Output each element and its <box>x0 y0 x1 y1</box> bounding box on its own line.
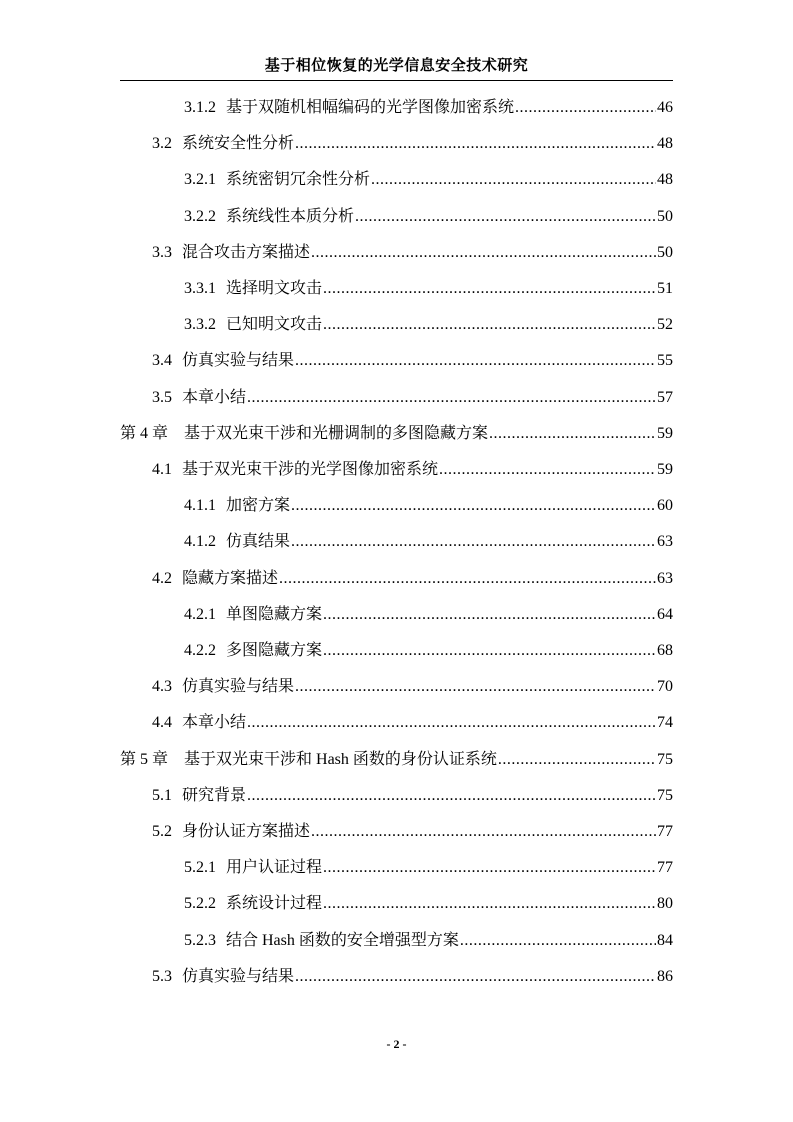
toc-entry-page: 48 <box>657 135 673 153</box>
page-number: - 2 - <box>386 1037 407 1051</box>
toc-entry-number: 3.3.2 <box>184 316 216 334</box>
toc-dot-leader <box>371 170 656 190</box>
toc-entry[interactable] <box>120 418 673 444</box>
toc-dot-leader <box>323 641 656 661</box>
toc-dot-leader <box>489 424 656 444</box>
toc-entry-title: 用户认证过程 <box>226 859 323 877</box>
toc-dot-leader <box>498 750 656 770</box>
toc-entry[interactable] <box>152 128 673 154</box>
toc-entry[interactable] <box>184 92 673 118</box>
toc-entry[interactable] <box>184 925 673 951</box>
toc-entry-page: 77 <box>657 859 673 877</box>
toc-entry-number: 4.4 <box>152 714 172 732</box>
toc-entry-number: 3.2.2 <box>184 207 216 225</box>
toc-entry-title: 基于双光束干涉和光栅调制的多图隐藏方案 <box>184 424 489 442</box>
toc-entry-title: 仿真实验与结果 <box>182 352 295 370</box>
toc-dot-leader <box>311 822 656 842</box>
toc-entry-number: 4.3 <box>152 678 172 696</box>
toc-entry[interactable] <box>184 852 673 878</box>
toc-entry-title: 多图隐藏方案 <box>226 642 323 659</box>
toc-dot-leader <box>295 351 656 371</box>
toc-entry[interactable] <box>184 164 673 190</box>
toc-entry-number: 3.4 <box>152 352 172 370</box>
toc-entry-page: 55 <box>657 352 673 370</box>
toc-dot-leader <box>279 569 656 589</box>
toc-entry-number: 5.2.3 <box>184 931 216 949</box>
toc-entry[interactable] <box>152 780 673 806</box>
toc-dot-leader <box>323 858 656 878</box>
toc-entry-title: 系统密钥冗余性分析 <box>226 171 371 189</box>
toc-dot-leader <box>291 496 656 516</box>
toc-entry-title: 隐藏方案描述 <box>182 569 279 587</box>
toc-entry-number: 3.1.2 <box>184 99 216 116</box>
toc-entry-page: 46 <box>657 99 673 116</box>
toc-entry-page: 63 <box>657 569 673 587</box>
toc-entry[interactable] <box>184 635 673 661</box>
running-header-title: 基于相位恢复的光学信息安全技术研究 <box>264 56 529 74</box>
toc-entry-number: 4.2 <box>152 569 172 587</box>
toc-entry-number: 3.3 <box>152 243 172 261</box>
toc-entry-title: 加密方案 <box>226 497 291 515</box>
toc-entry-title: 基于双光束干涉和 Hash 函数的身份认证系统 <box>184 750 497 768</box>
toc-entry-title: 已知明文攻击 <box>226 316 323 334</box>
toc-entry-page: 59 <box>657 461 673 478</box>
toc-entry-title: 系统线性本质分析 <box>226 207 355 225</box>
toc-entry-title: 本章小结 <box>182 388 247 406</box>
toc-entry-title: 身份认证方案描述 <box>182 823 311 840</box>
toc-entry[interactable] <box>184 888 673 914</box>
toc-dot-leader <box>247 388 656 408</box>
toc-dot-leader <box>460 931 656 951</box>
toc-entry-number: 3.2 <box>152 135 172 153</box>
toc-dot-leader <box>295 134 656 154</box>
toc-entry-page: 63 <box>657 533 673 551</box>
toc-dot-leader <box>515 98 656 118</box>
toc-entry[interactable] <box>152 454 673 480</box>
toc-entry-page: 70 <box>657 678 673 696</box>
toc-entry-number: 5.1 <box>152 786 172 804</box>
toc-entry[interactable] <box>184 490 673 516</box>
toc-entry-title: 本章小结 <box>182 714 247 732</box>
toc-entry[interactable] <box>152 345 673 371</box>
toc-entry-number: 第 4 章 <box>120 424 169 442</box>
toc-dot-leader <box>323 894 656 914</box>
toc-dot-leader <box>323 605 656 625</box>
toc-dot-leader <box>247 713 656 733</box>
toc-entry[interactable] <box>184 309 673 335</box>
toc-entry-page: 77 <box>657 823 673 840</box>
toc-entry[interactable] <box>184 273 673 299</box>
toc-dot-leader <box>439 460 656 480</box>
toc-entry-title: 基于双随机相幅编码的光学图像加密系统 <box>226 99 515 116</box>
toc-entry-page: 59 <box>657 424 673 442</box>
toc-dot-leader <box>311 243 656 263</box>
toc-entry-page: 51 <box>657 280 673 297</box>
toc-entry-page: 50 <box>657 243 673 261</box>
toc-entry[interactable] <box>184 599 673 625</box>
toc-entry[interactable] <box>152 382 673 408</box>
toc-entry[interactable] <box>120 744 673 770</box>
toc-entry-page: 74 <box>657 714 673 732</box>
toc-entry-title: 结合 Hash 函数的安全增强型方案 <box>226 931 459 949</box>
toc-dot-leader <box>295 677 656 697</box>
toc-entry[interactable] <box>152 816 673 842</box>
toc-entry-number: 4.1.1 <box>184 497 216 515</box>
toc-entry-number: 3.5 <box>152 388 172 406</box>
toc-entry[interactable] <box>152 961 673 987</box>
toc-entry-title: 基于双光束干涉的光学图像加密系统 <box>182 461 439 478</box>
toc-dot-leader <box>323 279 656 299</box>
toc-dot-leader <box>247 786 656 806</box>
toc-dot-leader <box>291 532 656 552</box>
toc-entry-page: 84 <box>657 931 673 949</box>
toc-entry-number: 5.3 <box>152 967 172 985</box>
toc-entry-title: 系统设计过程 <box>226 895 323 913</box>
toc-entry-title: 研究背景 <box>182 786 247 804</box>
toc-entry-title: 单图隐藏方案 <box>226 605 323 623</box>
toc-entry-page: 52 <box>657 316 673 334</box>
toc-entry-number: 4.1 <box>152 461 172 478</box>
toc-dot-leader <box>295 967 656 987</box>
toc-entry-number: 3.3.1 <box>184 280 216 297</box>
toc-entry-page: 50 <box>657 207 673 225</box>
toc-entry[interactable] <box>152 707 673 733</box>
toc-entry-page: 60 <box>657 497 673 515</box>
toc-dot-leader <box>323 315 656 335</box>
toc-entry-number: 4.2.2 <box>184 642 216 659</box>
toc-entry-page: 48 <box>657 171 673 189</box>
toc-entry-number: 5.2 <box>152 823 172 840</box>
toc-entry[interactable] <box>184 526 673 552</box>
toc-entry-number: 4.1.2 <box>184 533 216 551</box>
toc-entry[interactable] <box>152 563 673 589</box>
toc-entry-title: 仿真实验与结果 <box>182 967 295 985</box>
toc-entry-number: 4.2.1 <box>184 605 216 623</box>
toc-entry-number: 第 5 章 <box>120 750 169 768</box>
toc-entry-page: 86 <box>657 967 673 985</box>
toc-entry-number: 3.2.1 <box>184 171 216 189</box>
toc-entry[interactable] <box>152 671 673 697</box>
toc-entry-page: 64 <box>657 605 673 623</box>
toc-entry-page: 68 <box>657 642 673 659</box>
toc-entry-title: 选择明文攻击 <box>226 280 323 297</box>
toc-entry-page: 75 <box>657 750 673 768</box>
toc-entry-page: 80 <box>657 895 673 913</box>
toc-dot-leader <box>355 207 656 227</box>
toc-entry-title: 混合攻击方案描述 <box>182 243 311 261</box>
toc-entry-title: 仿真结果 <box>226 533 291 551</box>
toc-entry-title: 仿真实验与结果 <box>182 678 295 696</box>
toc-entry-number: 5.2.2 <box>184 895 216 913</box>
toc-entry-number: 5.2.1 <box>184 859 216 877</box>
toc-entry-title: 系统安全性分析 <box>182 135 295 153</box>
toc-entry-page: 57 <box>657 388 673 406</box>
toc-entry[interactable] <box>152 237 673 263</box>
toc-entry[interactable] <box>184 201 673 227</box>
toc-entry-page: 75 <box>657 786 673 804</box>
